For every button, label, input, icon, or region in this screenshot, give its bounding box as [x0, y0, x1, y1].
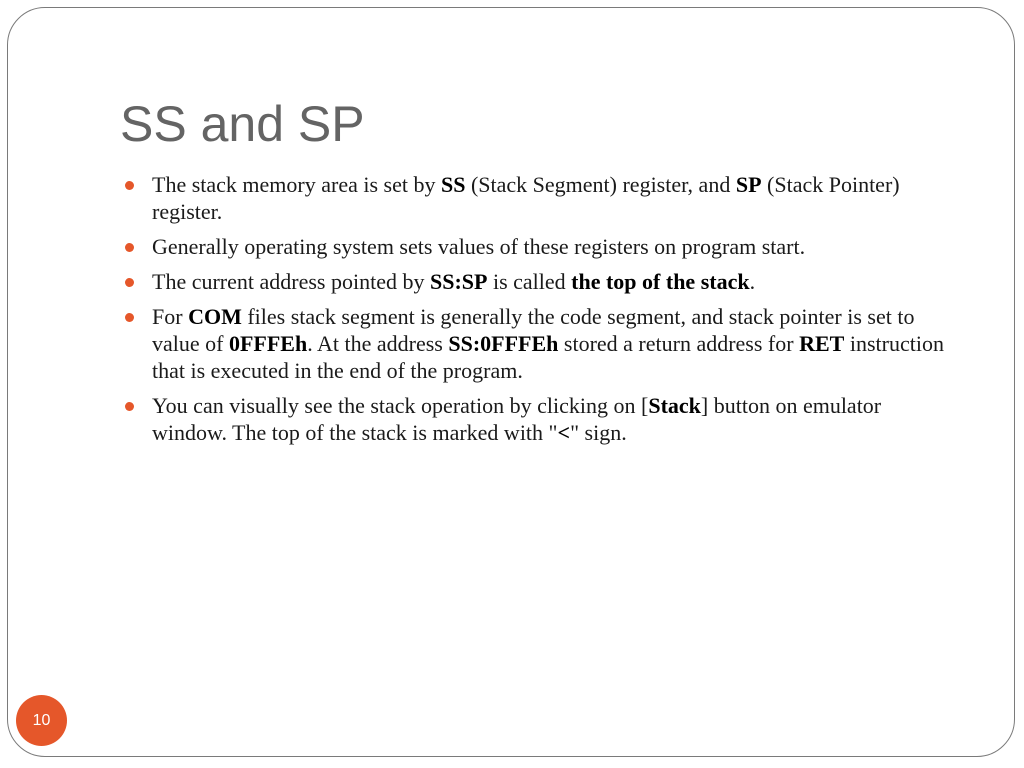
bold-term: Stack — [648, 393, 701, 418]
bullet-item-os-sets-values — [125, 233, 955, 260]
bullet-text: " sign. — [570, 420, 627, 445]
bold-term: SS:SP — [429, 269, 488, 294]
bold-term: the top of the stack — [571, 269, 750, 294]
bullet-item-stack-button — [125, 392, 955, 446]
bullet-item-top-of-stack — [125, 268, 955, 295]
bullet-dot-icon — [125, 278, 134, 287]
bullet-text: files stack segment is generally the code segment, and stack pointer is set to value of — [152, 304, 915, 356]
bullet-list — [125, 171, 955, 454]
bullet-text: The current address pointed by — [152, 269, 430, 294]
bullet-dot-icon — [125, 402, 134, 411]
bold-term: SS — [440, 172, 466, 197]
bold-term: 0FFFEh — [228, 331, 308, 356]
bold-term: < — [557, 420, 571, 445]
bullet-dot-icon — [125, 313, 134, 322]
page-number-badge: 10 — [16, 695, 67, 746]
bold-term: COM — [188, 304, 242, 329]
bullet-text: is called — [487, 269, 572, 294]
bullet-text: (Stack Pointer) register. — [152, 172, 900, 224]
bullet-text: instruction that is executed in the end of the program. — [152, 331, 944, 383]
bullet-text: stored a return address for — [558, 331, 800, 356]
bullet-text: (Stack Segment) register, and — [465, 172, 736, 197]
slide-title: SS and SP — [120, 96, 365, 152]
bullet-item-ss-sp-registers — [125, 171, 955, 225]
bullet-text: You can visually see the stack operation by clicking on [ — [152, 393, 649, 418]
bullet-text: . At the address — [307, 331, 449, 356]
slide-frame — [7, 7, 1015, 757]
bold-term: SP — [735, 172, 762, 197]
bullet-dot-icon — [125, 243, 134, 252]
bullet-text: ] button on emulator window. The top of the stack is marked with " — [152, 393, 882, 445]
bullet-dot-icon — [125, 181, 134, 190]
bullet-text: The stack memory area is set by — [152, 172, 441, 197]
bold-term: SS:0FFFEh — [448, 331, 559, 356]
bullet-text: Generally operating system sets values of these registers on program start. — [152, 234, 806, 259]
bullet-text: For — [152, 304, 189, 329]
bullet-item-com-files — [125, 303, 955, 384]
bold-term: RET — [799, 331, 845, 356]
bullet-text: . — [749, 269, 756, 294]
